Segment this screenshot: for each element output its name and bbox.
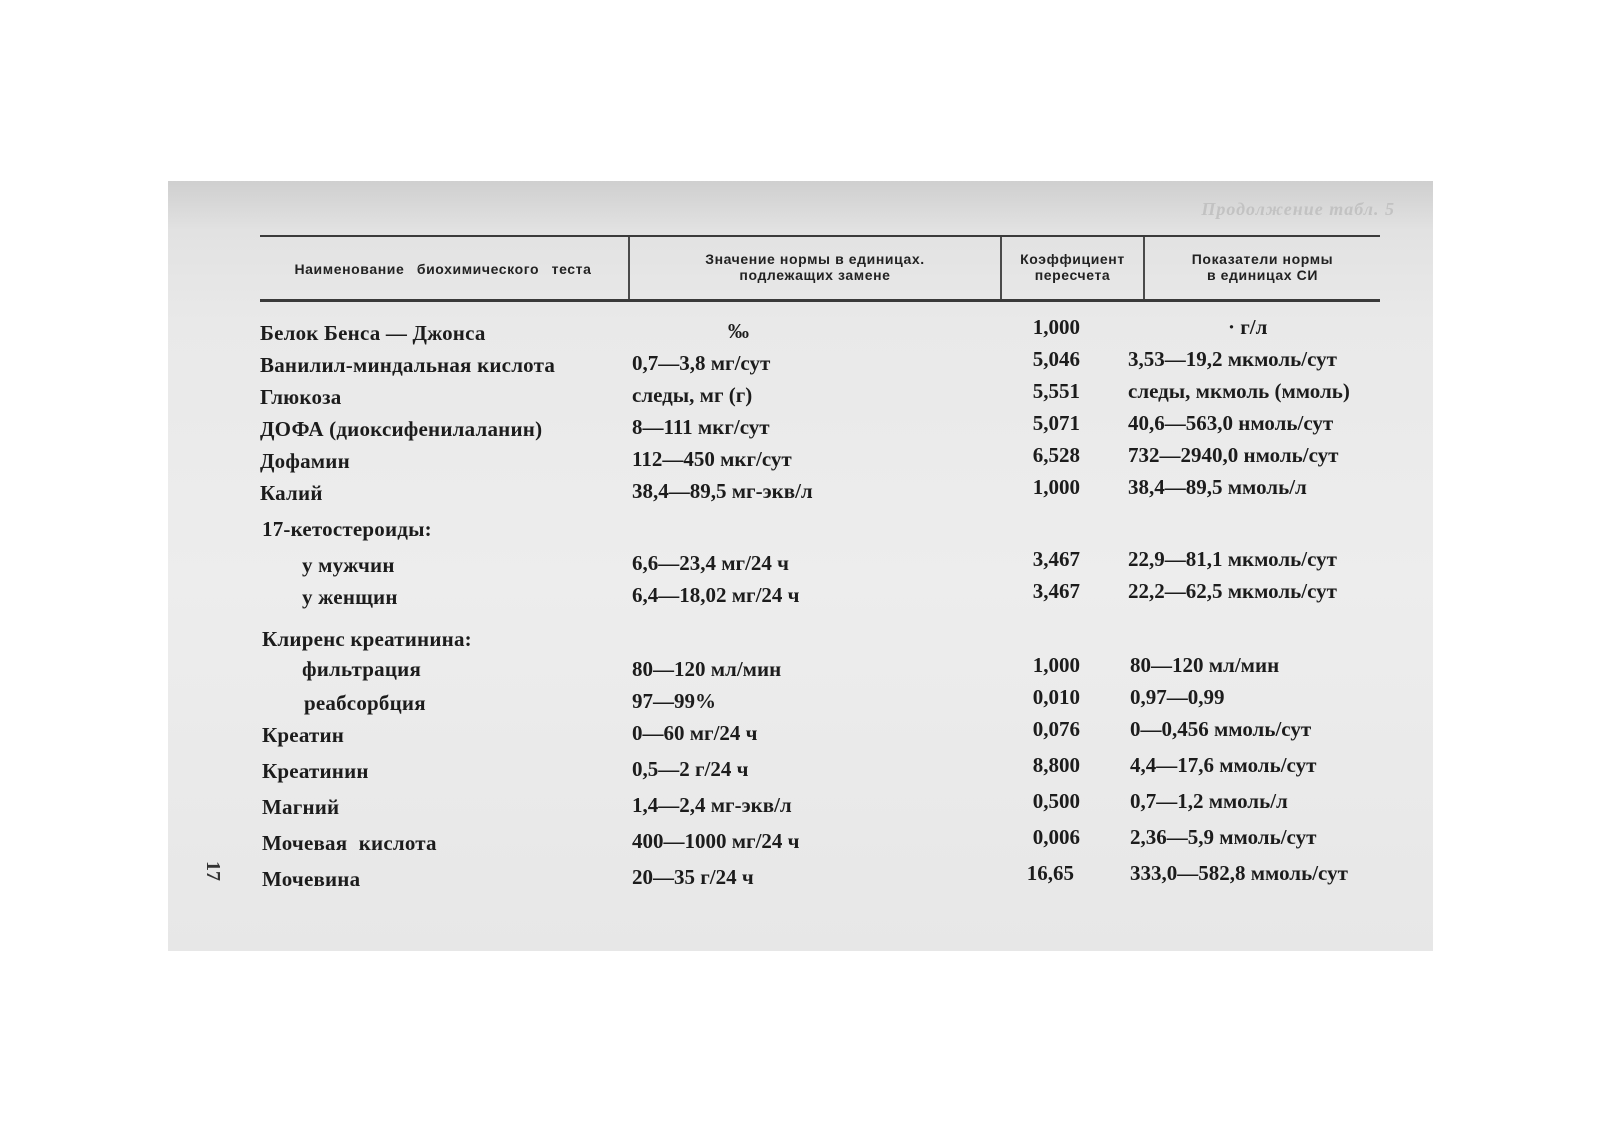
- table-continued-label: Продолжение табл. 5: [1201, 199, 1395, 219]
- row-test-name: Ванилил-миндальная кислота: [260, 353, 556, 377]
- row-old-value: 6,4—18,02 мг/24 ч: [632, 583, 800, 607]
- row-si-value: 22,2—62,5 мкмоль/сут: [1128, 579, 1337, 603]
- header-top-rule: [260, 235, 1380, 237]
- header-bottom-rule: [260, 299, 1380, 302]
- row-coefficient: 1,000: [1032, 475, 1080, 499]
- row-old-value: 38,4—89,5 мг-экв/л: [632, 479, 813, 503]
- header-coefficient: [1002, 251, 1143, 283]
- header-si-value: [1145, 251, 1380, 283]
- row-test-name: Калий: [260, 481, 323, 505]
- header-si-value-line2: в единицах СИ: [1206, 267, 1319, 283]
- row-test-name: Мочевина: [262, 867, 361, 891]
- row-si-value: 333,0—582,8 ммоль/сут: [1130, 861, 1348, 885]
- row-si-value: 0,7—1,2 ммоль/л: [1130, 789, 1288, 813]
- row-old-value: 20—35 г/24 ч: [632, 865, 754, 889]
- row-si-value: 2,36—5,9 ммоль/сут: [1130, 825, 1317, 849]
- row-coefficient: 1,000: [1032, 315, 1080, 339]
- row-coefficient: 3,467: [1032, 547, 1080, 571]
- row-test-name: Глюкоза: [260, 385, 342, 409]
- row-old-value: 8—111 мкг/сут: [632, 415, 770, 439]
- header-coefficient-line1: Коэффициент: [1020, 251, 1125, 267]
- header-coefficient-line2: пересчета: [1034, 267, 1111, 283]
- row-group-title: Клиренс креатинина:: [262, 627, 472, 651]
- row-test-name: у женщин: [302, 585, 398, 609]
- row-si-value: 40,6—563,0 нмоль/сут: [1128, 411, 1334, 435]
- row-old-value: 6,6—23,4 мг/24 ч: [632, 551, 790, 575]
- row-si-value: 80—120 мл/мин: [1130, 653, 1280, 677]
- row-si-value: 0—0,456 ммоль/сут: [1130, 717, 1312, 741]
- row-coefficient: 5,046: [1032, 347, 1080, 371]
- row-old-value: 400—1000 мг/24 ч: [632, 829, 800, 853]
- row-old-value: 0,5—2 г/24 ч: [632, 757, 749, 781]
- row-test-name: Мочевая кислота: [262, 831, 437, 855]
- row-coefficient: 0,006: [1032, 825, 1080, 849]
- row-old-value: 1,4—2,4 мг-экв/л: [632, 793, 792, 817]
- header-test-name: Наименование биохимического теста: [294, 261, 592, 277]
- row-old-value: 80—120 мл/мин: [632, 657, 782, 681]
- header-si-value-line1: Показатели нормы: [1191, 251, 1334, 267]
- row-test-name: фильтрация: [302, 657, 422, 681]
- row-group-title: 17-кетостероиды:: [262, 517, 432, 541]
- row-si-value: 0,97—0,99: [1130, 685, 1225, 709]
- header-old-value: [630, 251, 1000, 283]
- row-coefficient: 6,528: [1032, 443, 1080, 467]
- row-si-value: следы, мкмоль (ммоль): [1128, 379, 1350, 403]
- row-test-name: Креатин: [262, 723, 345, 747]
- header-old-value-line1: Значение нормы в единицах.: [705, 251, 925, 267]
- header-old-value-line2: подлежащих замене: [739, 267, 891, 283]
- row-test-name: Белок Бенса — Джонса: [260, 321, 486, 345]
- row-old-value: следы, мг (г): [632, 383, 753, 407]
- row-si-value: 3,53—19,2 мкмоль/сут: [1128, 347, 1337, 371]
- row-si-value: 4,4—17,6 ммоль/сут: [1130, 753, 1317, 777]
- row-test-name: ДОФА (диоксифенилаланин): [260, 417, 543, 441]
- row-coefficient: 1,000: [1032, 653, 1080, 677]
- row-si-value: 22,9—81,1 мкмоль/сут: [1128, 547, 1337, 571]
- row-coefficient: 0,500: [1032, 789, 1080, 813]
- row-old-value: 112—450 мкг/сут: [632, 447, 792, 471]
- row-old-value: 0—60 мг/24 ч: [632, 721, 758, 745]
- row-coefficient: 16,65: [1026, 861, 1074, 885]
- page-number: 17: [202, 861, 224, 881]
- row-si-value: 38,4—89,5 ммоль/л: [1128, 475, 1307, 499]
- row-coefficient: 5,551: [1032, 379, 1080, 403]
- row-coefficient: 0,076: [1032, 717, 1080, 741]
- scanned-page: [168, 181, 1433, 951]
- row-si-value: 732—2940,0 нмоль/сут: [1128, 443, 1339, 467]
- row-test-name: Дофамин: [260, 449, 350, 473]
- row-old-value: ‰: [728, 319, 749, 343]
- row-si-value: · г/л: [1228, 315, 1268, 339]
- row-test-name: у мужчин: [302, 553, 395, 577]
- row-test-name: Магний: [262, 795, 340, 819]
- row-old-value: 0,7—3,8 мг/сут: [632, 351, 771, 375]
- row-old-value: 97—99%: [632, 689, 716, 713]
- row-coefficient: 0,010: [1032, 685, 1080, 709]
- row-coefficient: 3,467: [1032, 579, 1080, 603]
- row-test-name: реабсорбция: [304, 691, 426, 715]
- row-test-name: Креатинин: [262, 759, 369, 783]
- row-coefficient: 8,800: [1032, 753, 1080, 777]
- row-coefficient: 5,071: [1032, 411, 1080, 435]
